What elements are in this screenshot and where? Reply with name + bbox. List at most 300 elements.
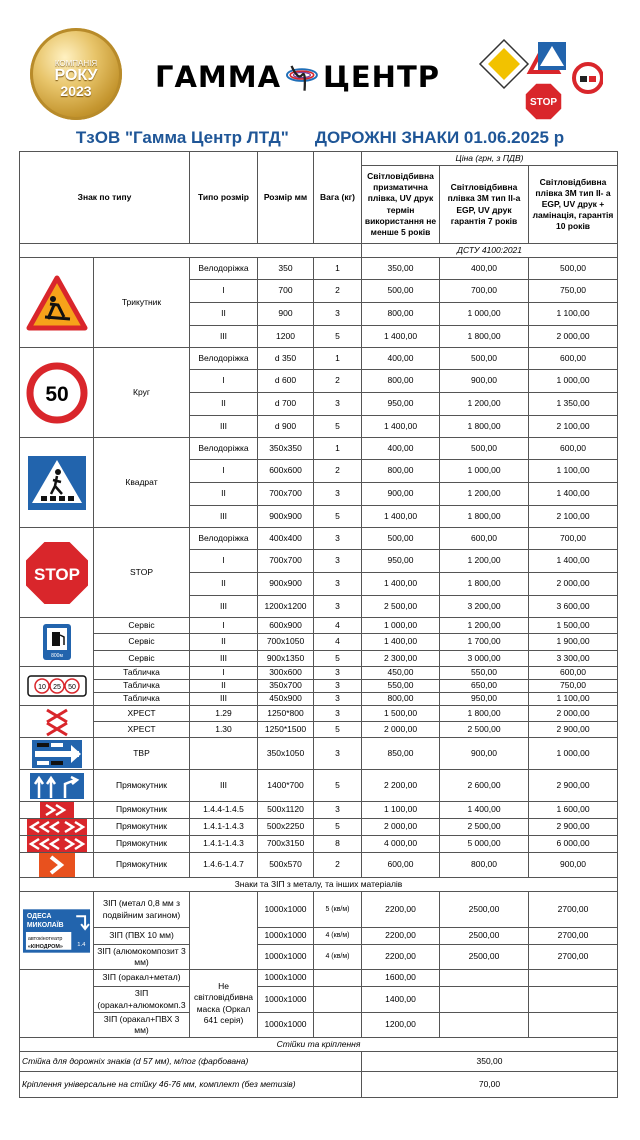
sign-icon-cell: [20, 528, 94, 618]
col-film-3: Світловідбивна плівка 3M тип II- а EGP, UV друк + ламінація, гарантія 10 років: [529, 166, 618, 244]
dstu-spacer: [20, 244, 362, 258]
weight: 4 (кв/м): [314, 928, 362, 945]
price-film-2: 900,00: [440, 370, 529, 393]
price-film-1: 950,00: [362, 550, 440, 573]
size-type: I: [190, 550, 258, 573]
weight: 3: [314, 303, 362, 326]
price-film-1: 2 000,00: [362, 722, 440, 738]
size-mm: 900x900: [258, 573, 314, 596]
price-film-3: 1 350,00: [529, 393, 618, 416]
price-film-2: 2500,00: [440, 892, 529, 928]
price-film-2: 1 800,00: [440, 326, 529, 348]
price-film-1: 600,00: [362, 853, 440, 878]
table-row: [20, 738, 618, 770]
sign-icon-cell: [20, 438, 94, 528]
board-line-5: 1.4: [77, 941, 86, 948]
price-film-1: 450,00: [362, 667, 440, 680]
logo-word-left: ГАММА: [155, 60, 282, 94]
price-film-2: 1 800,00: [440, 706, 529, 722]
size-type: II: [190, 680, 258, 693]
weight: 2: [314, 280, 362, 303]
price-film-1: 1400,00: [362, 987, 440, 1013]
size-mm: 400x400: [258, 528, 314, 550]
zip-type-spacer: [190, 892, 258, 970]
price-film-2: 3 200,00: [440, 596, 529, 618]
size-mm: 1400*700: [258, 770, 314, 802]
weight: 5: [314, 722, 362, 738]
price-film-1: 900,00: [362, 483, 440, 506]
sign-type-name: STOP: [94, 528, 190, 618]
price-film-2: 1 000,00: [440, 460, 529, 483]
price-film-1: 2200,00: [362, 892, 440, 928]
size-mm: 350x1050: [258, 738, 314, 770]
mount-item-name: Стійка для дорожніх знаків (d 57 мм), м/пог (фарбована): [20, 1052, 362, 1072]
price-film-1: 2 200,00: [362, 770, 440, 802]
price-film-3: 2 900,00: [529, 770, 618, 802]
chevron-board-single-icon: [39, 853, 75, 877]
speed-limit-text: 50: [44, 382, 69, 406]
price-film-1: 1 400,00: [362, 416, 440, 438]
size-mm: 1000x1000: [258, 928, 314, 945]
price-film-2: 800,00: [440, 853, 529, 878]
weight: 3: [314, 680, 362, 693]
col-size-type: Типо розмір: [190, 152, 258, 244]
company-of-year-medal: [30, 28, 122, 120]
price-film-1: 1 400,00: [362, 573, 440, 596]
sign-type-name: Прямокутник: [94, 853, 190, 878]
size-mm: d 600: [258, 370, 314, 393]
sign-type-name: Сервіс: [94, 651, 190, 667]
speed-limit-50-icon: [26, 362, 88, 424]
size-mm: 1200x1200: [258, 596, 314, 618]
size-type: I: [190, 618, 258, 634]
price-film-2: 700,00: [440, 280, 529, 303]
size-type: I: [190, 370, 258, 393]
size-type: III: [190, 693, 258, 706]
size-mm: 1250*1500: [258, 722, 314, 738]
size-type: I: [190, 667, 258, 680]
weight: [314, 1013, 362, 1038]
price-film-3: [529, 987, 618, 1013]
weight: 5 (кв/м): [314, 892, 362, 928]
weight: 3: [314, 667, 362, 680]
tvr-direction-icon: [31, 739, 83, 769]
size-mm: 700: [258, 280, 314, 303]
table-row: [20, 1072, 618, 1098]
weight: 3: [314, 738, 362, 770]
price-film-2: 900,00: [440, 738, 529, 770]
weight: 5: [314, 819, 362, 836]
size-mm: 1000x1000: [258, 945, 314, 970]
size-type: 1.4.1-1.4.3: [190, 819, 258, 836]
price-film-3: 1 900,00: [529, 634, 618, 651]
price-film-1: 2 500,00: [362, 596, 440, 618]
price-film-2: 3 000,00: [440, 651, 529, 667]
size-mm: 700x700: [258, 550, 314, 573]
price-film-3: 2 000,00: [529, 706, 618, 722]
sign-type-name: Прямокутник: [94, 819, 190, 836]
gamma-swirl-icon: [285, 52, 319, 102]
size-mm: d 900: [258, 416, 314, 438]
price-film-3: [529, 1013, 618, 1038]
weight: 3: [314, 528, 362, 550]
sign-type-name: Табличка: [94, 667, 190, 680]
sign-icon-cell: [20, 819, 94, 836]
price-film-1: 2200,00: [362, 945, 440, 970]
weight: 3: [314, 693, 362, 706]
price-film-1: 2 300,00: [362, 651, 440, 667]
weight: 5: [314, 416, 362, 438]
size-mm: 1000x1000: [258, 1013, 314, 1038]
size-type: III: [190, 326, 258, 348]
weight: 3: [314, 596, 362, 618]
price-film-2: 500,00: [440, 438, 529, 460]
price-film-2: 1 200,00: [440, 393, 529, 416]
table-row: [20, 693, 618, 706]
size-mm: 300x600: [258, 667, 314, 680]
price-film-3: 2 900,00: [529, 819, 618, 836]
size-type: II: [190, 303, 258, 326]
size-type: III: [190, 506, 258, 528]
price-film-3: 2 000,00: [529, 326, 618, 348]
weight: 4 (кв/м): [314, 945, 362, 970]
road-works-triangle-icon: [26, 275, 88, 331]
price-film-2: 550,00: [440, 667, 529, 680]
table-row: [20, 528, 618, 550]
stop-sign-icon: [23, 539, 91, 607]
board-line-2: МИКОЛАЇВ: [26, 921, 64, 929]
plate-number-2: 25: [52, 684, 61, 691]
zip-section-title: Знаки та ЗІП з металу, та інших матеріалів: [20, 878, 618, 892]
mount-item-name: Кріплення універсальне на стійку 46-76 мм, комплект (без метизів): [20, 1072, 362, 1098]
table-row: [20, 706, 618, 722]
price-film-2: 1 800,00: [440, 573, 529, 596]
price-film-3: 2700,00: [529, 928, 618, 945]
price-header: Ціна (грн, з ПДВ): [362, 152, 618, 166]
level-crossing-cross-icon: [42, 707, 72, 737]
mount-section-title: Стійки та кріплення: [20, 1038, 618, 1052]
zip-material: ЗІП (ПВХ 10 мм): [94, 928, 190, 945]
sign-type-name: Прямокутник: [94, 836, 190, 853]
size-mm: 500x570: [258, 853, 314, 878]
price-film-2: 5 000,00: [440, 836, 529, 853]
size-mm: 600x900: [258, 618, 314, 634]
mount-item-price: 350,00: [362, 1052, 618, 1072]
size-mm: 900: [258, 303, 314, 326]
size-mm: 350: [258, 258, 314, 280]
sign-type-name: Табличка: [94, 693, 190, 706]
sign-icon-cell: [20, 802, 94, 819]
weight: 2: [314, 853, 362, 878]
price-film-3: 1 100,00: [529, 693, 618, 706]
price-film-3: 1 600,00: [529, 802, 618, 819]
price-film-1: 800,00: [362, 370, 440, 393]
price-film-2: 500,00: [440, 348, 529, 370]
size-type: Велодоріжка: [190, 528, 258, 550]
sign-type-name: Прямокутник: [94, 770, 190, 802]
weight: 5: [314, 326, 362, 348]
price-film-1: 1 100,00: [362, 802, 440, 819]
weight: 2: [314, 370, 362, 393]
chevron-board-small-icon: [40, 802, 74, 818]
medal-line3: 2023: [60, 83, 92, 99]
size-type: III: [190, 596, 258, 618]
size-type: 1.4.4-1.4.5: [190, 802, 258, 819]
weight: 5: [314, 770, 362, 802]
collage-stop-text: STOP: [529, 97, 558, 108]
size-mm: 1000x1000: [258, 892, 314, 928]
size-type: II: [190, 483, 258, 506]
table-row: [20, 987, 618, 1013]
price-film-1: 800,00: [362, 303, 440, 326]
price-film-1: 1 400,00: [362, 634, 440, 651]
board-line-3: автокінотеатр: [27, 935, 63, 942]
table-row: [20, 680, 618, 693]
table-row: [20, 634, 618, 651]
weight: 1: [314, 348, 362, 370]
size-type: Велодоріжка: [190, 258, 258, 280]
size-mm: 700x700: [258, 483, 314, 506]
price-film-3: 3 600,00: [529, 596, 618, 618]
price-film-1: 1200,00: [362, 1013, 440, 1038]
weight: 1: [314, 258, 362, 280]
size-mm: 1000x1000: [258, 970, 314, 987]
price-film-3: 750,00: [529, 280, 618, 303]
price-film-2: 650,00: [440, 680, 529, 693]
price-film-1: 350,00: [362, 258, 440, 280]
size-type: III: [190, 416, 258, 438]
sign-type-name: Трикутник: [94, 258, 190, 348]
table-row: [20, 878, 618, 892]
size-type: 1.30: [190, 722, 258, 738]
size-mm: 900x900: [258, 506, 314, 528]
price-film-3: 600,00: [529, 667, 618, 680]
table-row: [20, 1013, 618, 1038]
price-film-1: 800,00: [362, 460, 440, 483]
lane-direction-icon: [29, 772, 85, 800]
pedestrian-crossing-icon: [25, 453, 89, 513]
price-film-2: 1 700,00: [440, 634, 529, 651]
size-mm: 350x700: [258, 680, 314, 693]
size-mm: 1250*800: [258, 706, 314, 722]
size-type: I: [190, 460, 258, 483]
board-line-4: «КІНОДРОМ»: [27, 943, 63, 950]
sign-icon-cell: [20, 836, 94, 853]
size-mm: 350x350: [258, 438, 314, 460]
price-film-3: 2 100,00: [529, 506, 618, 528]
size-type: 1.29: [190, 706, 258, 722]
price-film-3: 6 000,00: [529, 836, 618, 853]
gamma-centre-logo: [155, 52, 440, 102]
logo-word-right: ЦЕНТР: [322, 60, 440, 94]
weight: [314, 987, 362, 1013]
size-type: Велодоріжка: [190, 438, 258, 460]
price-film-1: 1 400,00: [362, 506, 440, 528]
size-mm: 500x1120: [258, 802, 314, 819]
document-title: ДОРОЖНІ ЗНАКИ 01.06.2025 р: [314, 128, 565, 147]
weight: 1: [314, 438, 362, 460]
size-type: III: [190, 770, 258, 802]
price-film-1: 500,00: [362, 528, 440, 550]
price-film-1: 2200,00: [362, 928, 440, 945]
price-film-2: 2 600,00: [440, 770, 529, 802]
price-film-1: 850,00: [362, 738, 440, 770]
size-type: II: [190, 634, 258, 651]
price-film-2: 400,00: [440, 258, 529, 280]
price-film-3: 700,00: [529, 528, 618, 550]
size-mm: 700x3150: [258, 836, 314, 853]
table-row: [20, 928, 618, 945]
weight: 3: [314, 393, 362, 416]
plate-numbers-icon: [27, 675, 87, 697]
zip-material: ЗІП (оракал+ПВХ 3 мм): [94, 1013, 190, 1038]
sign-icon-cell: [20, 618, 94, 667]
price-film-3: 750,00: [529, 680, 618, 693]
table-row: [20, 722, 618, 738]
price-film-2: 1 000,00: [440, 303, 529, 326]
chevron-board-wide-icon: [27, 819, 87, 835]
price-film-3: 2700,00: [529, 945, 618, 970]
table-row: [20, 770, 618, 802]
size-mm: d 350: [258, 348, 314, 370]
price-film-1: 1 400,00: [362, 326, 440, 348]
price-film-2: [440, 970, 529, 987]
weight: 8: [314, 836, 362, 853]
table-row: [20, 970, 618, 987]
size-mm: d 700: [258, 393, 314, 416]
size-mm: 500x2250: [258, 819, 314, 836]
sign-type-name: Сервіс: [94, 618, 190, 634]
weight: [314, 970, 362, 987]
mount-item-price: 70,00: [362, 1072, 618, 1098]
table-row: [20, 667, 618, 680]
direction-board-icon: [22, 908, 91, 954]
price-film-3: 1 400,00: [529, 550, 618, 573]
plate-number-1: 10: [37, 684, 46, 691]
price-film-2: [440, 987, 529, 1013]
table-row: [20, 802, 618, 819]
chevron-board-long-icon: [27, 836, 87, 852]
col-film-2: Світловідбивна плівка 3M тип II-а EGP, UV друк гарантія 7 років: [440, 166, 529, 244]
price-film-2: 2500,00: [440, 928, 529, 945]
table-row: [20, 348, 618, 370]
dstu-standard: ДСТУ 4100:2021: [362, 244, 618, 258]
weight: 3: [314, 706, 362, 722]
table-row: [20, 1052, 618, 1072]
price-film-2: 1 400,00: [440, 802, 529, 819]
price-film-1: 1 000,00: [362, 618, 440, 634]
mask-note: Не світловідбивна маска (Оркал 641 серія): [190, 970, 258, 1038]
weight: 3: [314, 573, 362, 596]
zip-material: ЗІП (оракал+алюмокомп.3: [94, 987, 190, 1013]
board-line-1: ОДЕСА: [26, 912, 52, 920]
sign-type-name: Сервіс: [94, 634, 190, 651]
weight: 2: [314, 460, 362, 483]
sign-type-name: Табличка: [94, 680, 190, 693]
weight: 3: [314, 550, 362, 573]
size-type: III: [190, 651, 258, 667]
price-film-3: 1 400,00: [529, 483, 618, 506]
price-film-3: 600,00: [529, 438, 618, 460]
table-row: [20, 258, 618, 280]
sign-type-name: Квадрат: [94, 438, 190, 528]
size-mm: 600x600: [258, 460, 314, 483]
table-row: [20, 651, 618, 667]
zip-material: ЗІП (метал 0,8 мм з подвійним загином): [94, 892, 190, 928]
col-weight: Вага (кг): [314, 152, 362, 244]
zip-icon-spacer: [20, 970, 94, 1038]
size-mm: 450x900: [258, 693, 314, 706]
price-film-1: 4 000,00: [362, 836, 440, 853]
sign-icon-cell: [20, 667, 94, 706]
sign-icon-cell: [20, 706, 94, 738]
page-title: [0, 128, 640, 148]
sign-icon-cell: [20, 348, 94, 438]
price-film-3: [529, 970, 618, 987]
price-film-2: 1 200,00: [440, 483, 529, 506]
company-name: ТзОВ "Гамма Центр ЛТД": [75, 128, 289, 147]
col-sign-type: Знак по типу: [20, 152, 190, 244]
zip-material: ЗІП (алюмокомпозит 3 мм): [94, 945, 190, 970]
zip-icon-cell: [20, 892, 94, 970]
price-film-2: 1 200,00: [440, 550, 529, 573]
price-film-2: 2 500,00: [440, 819, 529, 836]
price-film-3: 1 100,00: [529, 303, 618, 326]
size-mm: 1200: [258, 326, 314, 348]
weight: 3: [314, 802, 362, 819]
price-film-2: 950,00: [440, 693, 529, 706]
table-row: [20, 892, 618, 928]
size-type: I: [190, 280, 258, 303]
table-row: [20, 853, 618, 878]
table-row: [20, 438, 618, 460]
price-film-2: 1 200,00: [440, 618, 529, 634]
size-type: II: [190, 393, 258, 416]
road-signs-collage-icon: [478, 38, 603, 123]
size-type: 1.4.6-1.4.7: [190, 853, 258, 878]
price-film-1: 1600,00: [362, 970, 440, 987]
price-film-1: 2 000,00: [362, 819, 440, 836]
sign-icon-cell: [20, 770, 94, 802]
price-film-2: 1 800,00: [440, 416, 529, 438]
plate-number-3: 50: [67, 684, 76, 691]
weight: 4: [314, 618, 362, 634]
price-film-3: 2 900,00: [529, 722, 618, 738]
sign-type-name: Прямокутник: [94, 802, 190, 819]
size-type: [190, 738, 258, 770]
page-header: [0, 0, 640, 130]
price-film-3: 2 000,00: [529, 573, 618, 596]
price-film-1: 1 500,00: [362, 706, 440, 722]
table-row: [20, 819, 618, 836]
price-film-1: 400,00: [362, 348, 440, 370]
price-film-1: 800,00: [362, 693, 440, 706]
price-film-3: 1 500,00: [529, 618, 618, 634]
price-film-2: 600,00: [440, 528, 529, 550]
zip-material: ЗІП (оракал+метал): [94, 970, 190, 987]
price-film-3: 1 000,00: [529, 738, 618, 770]
price-film-3: 600,00: [529, 348, 618, 370]
price-film-3: 2700,00: [529, 892, 618, 928]
price-film-1: 400,00: [362, 438, 440, 460]
col-film-1: Світловідбивна призматична плівка, UV друк термін використання не менше 5 років: [362, 166, 440, 244]
table-row: [20, 945, 618, 970]
price-film-1: 550,00: [362, 680, 440, 693]
table-row: [20, 836, 618, 853]
weight: 5: [314, 506, 362, 528]
sign-type-name: ХРЕСТ: [94, 706, 190, 722]
size-mm: 700x1050: [258, 634, 314, 651]
